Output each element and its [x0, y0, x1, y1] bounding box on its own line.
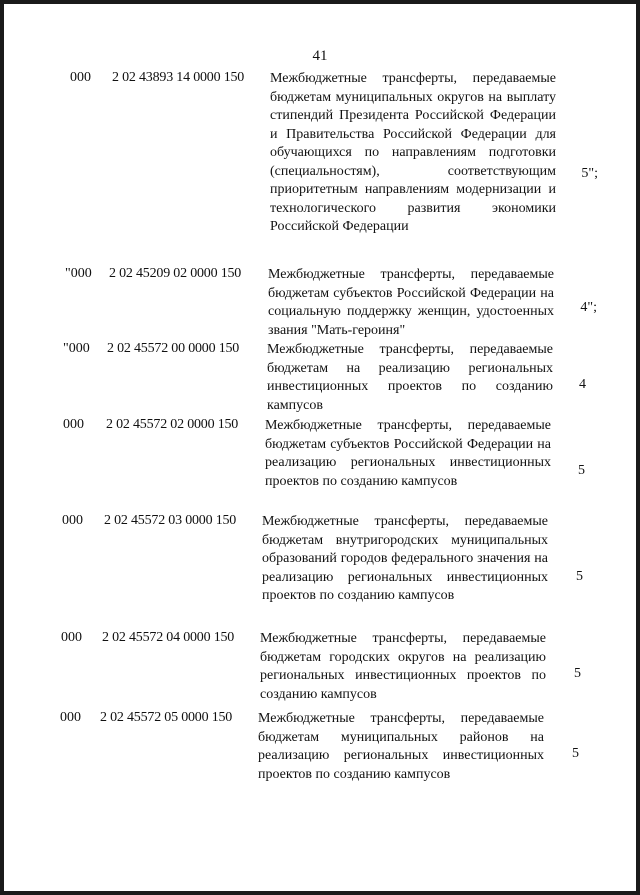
admin-code: 000	[62, 513, 83, 528]
budget-code: 2 02 45209 02 0000 150	[109, 266, 242, 281]
admin-code: 000	[61, 630, 82, 645]
admin-code: "000	[65, 266, 92, 281]
budget-code: 2 02 45572 04 0000 150	[102, 630, 235, 645]
budget-code: 2 02 45572 02 0000 150	[106, 417, 239, 432]
row-norm: 5";	[581, 166, 598, 181]
page-number: 41	[312, 48, 328, 64]
row-norm: 5	[578, 463, 585, 478]
budget-code: 2 02 45572 03 0000 150	[104, 513, 237, 528]
row-description: Межбюджетные трансферты, передаваемые бюджетам городских округов на реализацию региональных инвестиционных проектов по созданию кампусов	[260, 631, 546, 702]
row-description: Межбюджетные трансферты, передаваемые бюджетам внутригородских муниципальных образований городов федерального значения на реализацию региональных инвестиционных проектов по созданию кампусов	[262, 514, 548, 603]
row-norm: 4	[579, 377, 586, 392]
row-description: Межбюджетные трансферты, передаваемые бюджетам на реализацию региональных инвестиционных проектов по созданию кампусов	[267, 342, 553, 413]
budget-code: 2 02 45572 05 0000 150	[100, 710, 233, 725]
row-norm: 5	[574, 666, 581, 681]
admin-code: 000	[70, 70, 91, 85]
row-description: Межбюджетные трансферты, передаваемые бюджетам муниципальных округов на выплату стипендий Президента Российской Федерации и Правительства Российской Федерации для обучающихся по направлениям подготовки (специальностям), соответствующим приоритетным направлениям модернизации и технологического развития экономики Российской Федерации	[270, 71, 556, 234]
budget-code: 2 02 43893 14 0000 150	[112, 70, 245, 85]
row-description: Межбюджетные трансферты, передаваемые бюджетам субъектов Российской Федерации на социальную поддержку женщин, удостоенных звания "Мать-героиня"	[268, 267, 554, 338]
row-norm: 5	[576, 569, 583, 584]
row-norm: 5	[572, 746, 579, 761]
budget-code: 2 02 45572 00 0000 150	[107, 341, 240, 356]
row-description: Межбюджетные трансферты, передаваемые бюджетам муниципальных районов на реализацию региональных инвестиционных проектов по созданию кампусов	[258, 711, 544, 782]
document-page	[4, 4, 636, 891]
admin-code: 000	[60, 710, 81, 725]
row-description: Межбюджетные трансферты, передаваемые бюджетам субъектов Российской Федерации на реализацию региональных инвестиционных проектов по созданию кампусов	[265, 418, 551, 489]
row-norm: 4";	[580, 300, 597, 315]
admin-code: 000	[63, 417, 84, 432]
admin-code: "000	[63, 341, 90, 356]
